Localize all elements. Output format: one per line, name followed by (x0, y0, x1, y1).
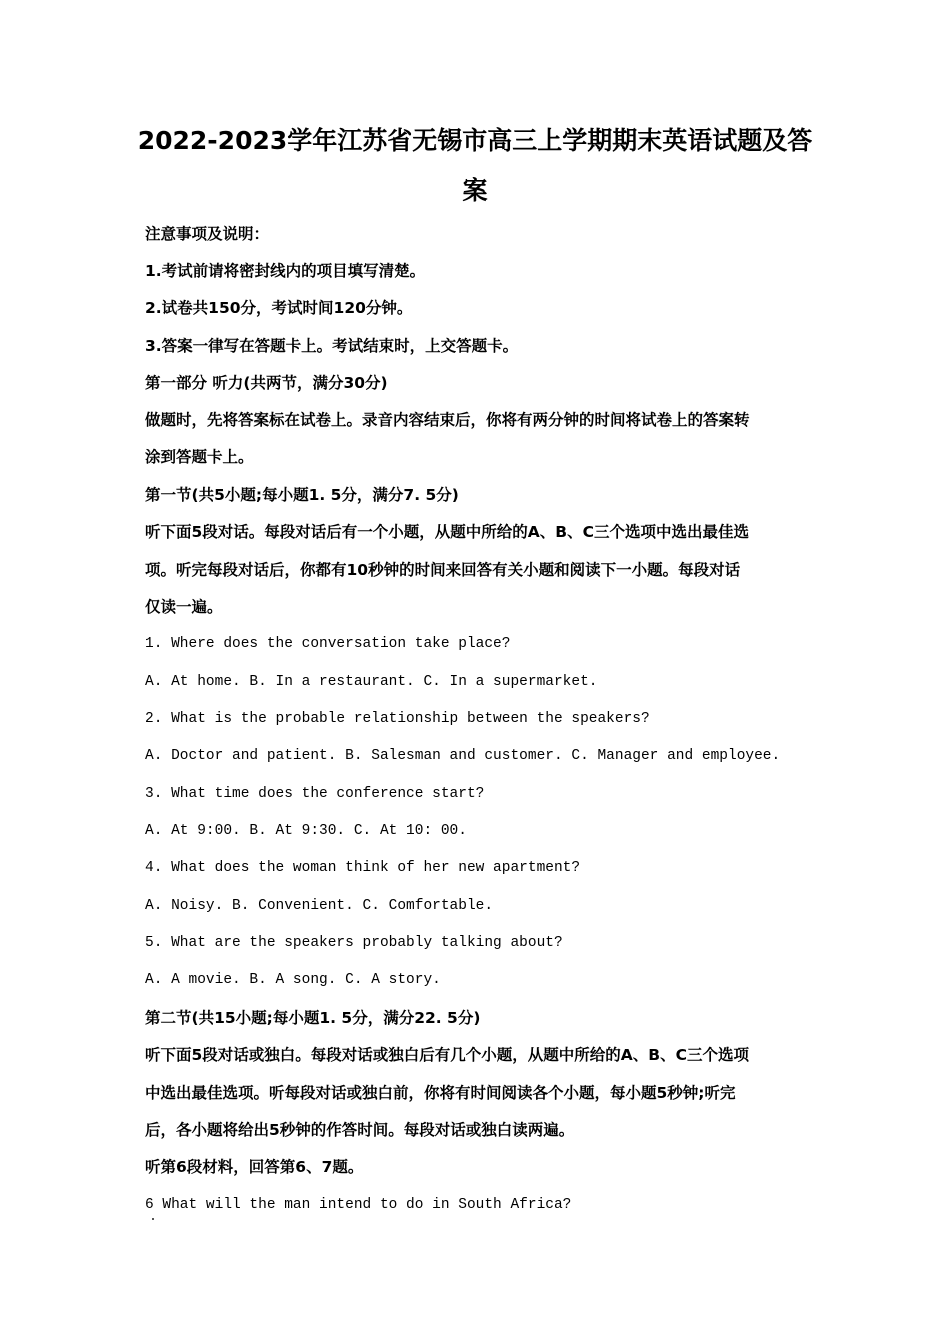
question-2-options: A. Doctor and patient. B. Salesman and customer. C. Manager and employee. (145, 748, 781, 764)
question-4: 4. What does the woman think of her new apartment? (145, 860, 581, 876)
material-6-heading: 听第6段材料，回答第6、7题。 (145, 1158, 364, 1176)
section1-heading: 第一节(共5小题;每小题1. 5分，满分7. 5分) (145, 486, 459, 504)
question-5-options: A. A movie. B. A song. C. A story. (145, 972, 441, 988)
section2-instructions-line-3: 后，各小题将给出5秒钟的作答时间。每段对话或独白读两遍。 (145, 1121, 575, 1139)
section2-instructions-line-2: 中选出最佳选项。听每段对话或独白前，你将有时间阅读各个小题，每小题5秒钟;听完 (145, 1084, 736, 1102)
document-title-line-1: 2022-2023学年江苏省无锡市高三上学期期末英语试题及答 (137, 126, 813, 155)
part1-instructions-line-1: 做题时，先将答案标在试卷上。录音内容结束后，你将有两分钟的时间将试卷上的答案转 (145, 411, 750, 429)
question-3: 3. What time does the conference start? (145, 786, 485, 802)
question-1-options: A. At home. B. In a restaurant. C. In a supermarket. (145, 674, 598, 690)
scan-speck (152, 1218, 154, 1220)
question-3-options: A. At 9:00. B. At 9:30. C. At 10: 00. (145, 823, 467, 839)
part1-instructions-line-2: 涂到答题卡上。 (145, 448, 254, 466)
document-title-line-2: 案 (462, 176, 488, 205)
note-item-2: 2.试卷共150分，考试时间120分钟。 (145, 299, 413, 317)
section1-instructions-line-2: 项。听完每段对话后，你都有10秒钟的时间来回答有关小题和阅读下一小题。每段对话 (145, 561, 741, 579)
section1-instructions-line-3: 仅读一遍。 (145, 598, 223, 616)
note-item-3: 3.答案一律写在答题卡上。考试结束时，上交答题卡。 (145, 337, 519, 355)
question-4-options: A. Noisy. B. Convenient. C. Comfortable. (145, 898, 494, 914)
note-item-1: 1.考试前请将密封线内的项目填写清楚。 (145, 262, 426, 280)
section2-instructions-line-1: 听下面5段对话或独白。每段对话或独白后有几个小题，从题中所给的A、B、C三个选项 (145, 1046, 749, 1064)
question-5: 5. What are the speakers probably talking about? (145, 935, 563, 951)
part1-heading: 第一部分 听力(共两节，满分30分) (145, 374, 388, 392)
section2-heading: 第二节(共15小题;每小题1. 5分，满分22. 5分) (145, 1009, 481, 1027)
question-2: 2. What is the probable relationship between the speakers? (145, 711, 650, 727)
question-1: 1. Where does the conversation take place? (145, 636, 511, 652)
section1-instructions-line-1: 听下面5段对话。每段对话后有一个小题，从题中所给的A、B、C三个选项中选出最佳选 (145, 523, 749, 541)
question-6: 6 What will the man intend to do in South Africa? (145, 1197, 572, 1213)
notes-heading: 注意事项及说明： (145, 225, 270, 243)
